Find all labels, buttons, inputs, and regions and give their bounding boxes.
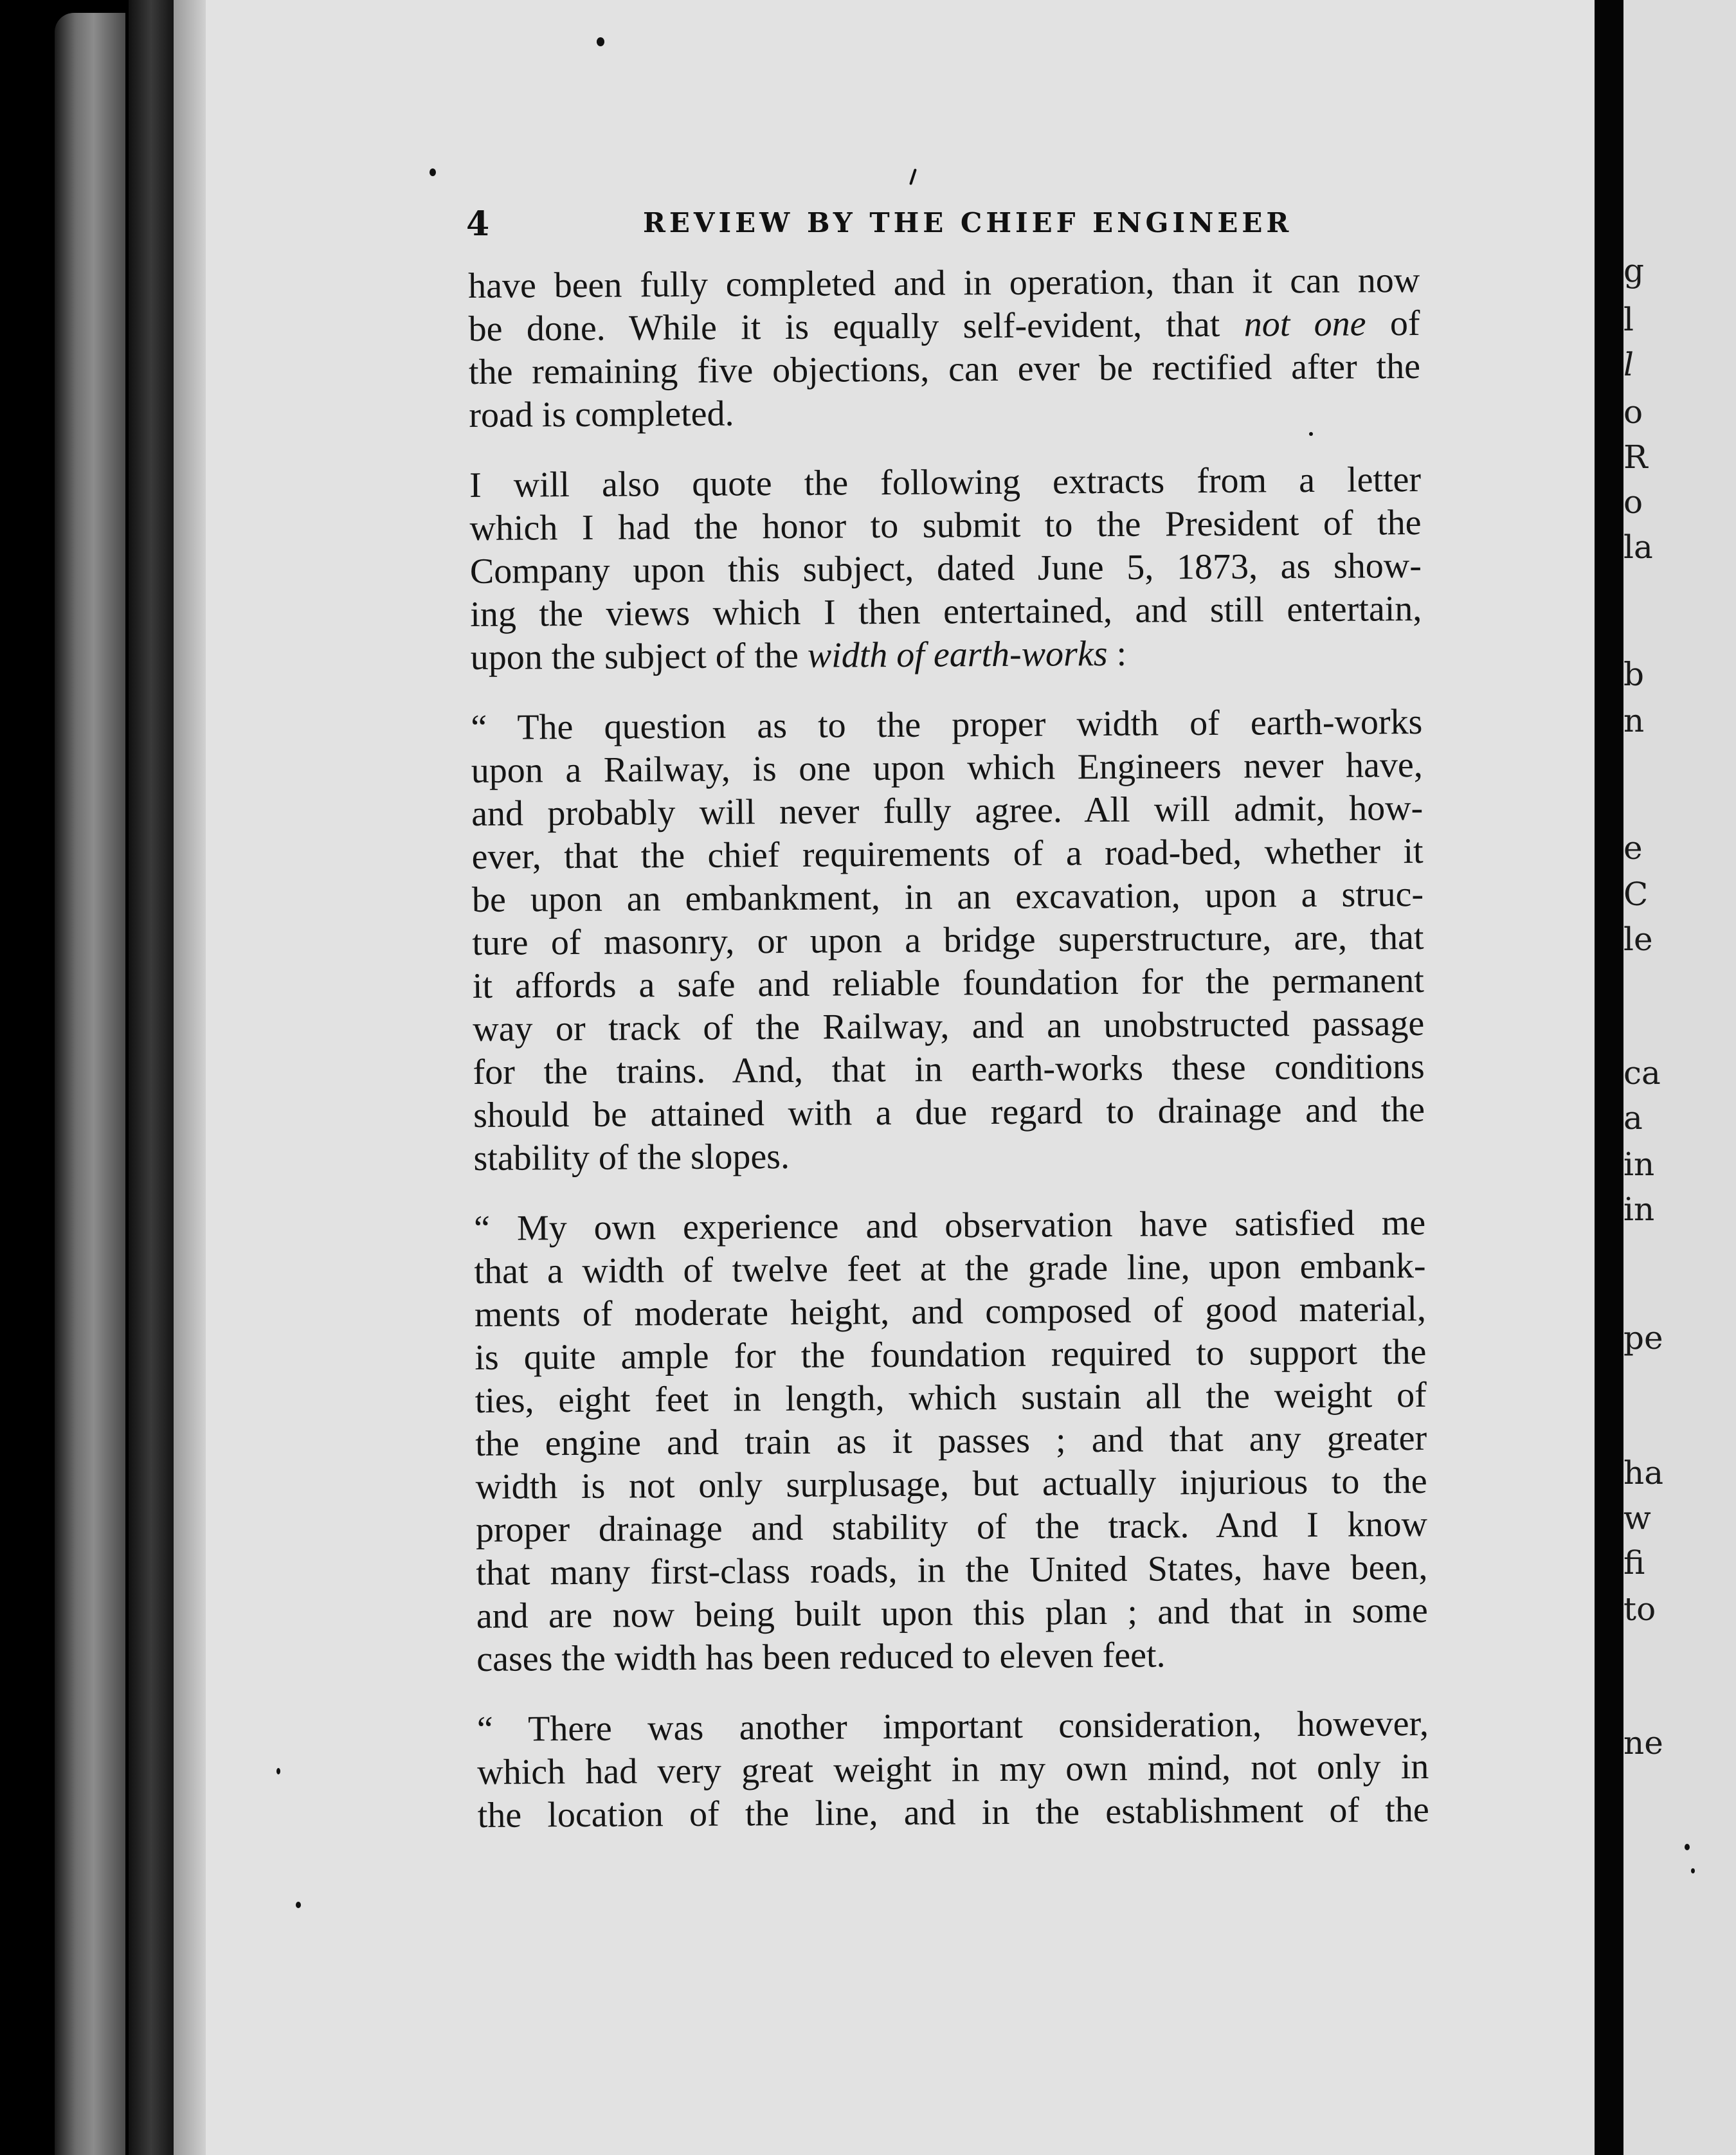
text-line: and probably will never fully agree. All will admit, how- [471, 788, 1424, 834]
text-line: road is completed. [469, 393, 734, 435]
text-line: it affords a safe and reliable foundation for the permanent [472, 960, 1425, 1006]
text-line: that many first-class roads, in the United States, have been, [476, 1547, 1428, 1593]
text-line: should be attained with a due regard to drainage and the [473, 1089, 1425, 1135]
facing-page-fragment: C [1623, 876, 1649, 913]
facing-page-fragment: l [1623, 346, 1634, 383]
running-header: REVIEW BY THE CHIEF ENGINEER [643, 207, 1293, 239]
facing-page-fragment: a [1623, 1099, 1643, 1137]
facing-page-fragment: o [1623, 483, 1643, 521]
text-line: the engine and train as it passes ; and that any greater [475, 1418, 1427, 1464]
facing-page-fragment: ca [1623, 1054, 1661, 1092]
text-line: I will also quote the following extracts from a letter [469, 459, 1422, 505]
text-line: for the trains. And, that in earth-works these conditions [473, 1046, 1425, 1092]
facing-page-fragment: in [1623, 1191, 1655, 1228]
text-line: is quite ample for the foundation required to support the [475, 1331, 1427, 1378]
facing-page-fragment: R [1623, 438, 1648, 476]
page-number: 4 [466, 204, 490, 244]
text-line: ture of masonry, or upon a bridge superstructure, are, that [472, 917, 1424, 963]
text-line: and are now being built upon this plan ; and that in some [476, 1590, 1429, 1636]
text-line: cases the width has been reduced to eleven feet. [476, 1635, 1166, 1679]
emphasis: width of earth-works [807, 633, 1108, 676]
scan-speck [1685, 1844, 1690, 1850]
facing-page-edge [1623, 0, 1736, 2155]
page-left-gutter [174, 0, 209, 2155]
page-right-gutter [1595, 0, 1627, 2155]
text-line: “ My own experience and observation have satisfied me [473, 1202, 1426, 1249]
text-line: ever, that the chief requirements of a road-bed, whether it [471, 831, 1424, 877]
facing-page-fragment: w [1623, 1499, 1651, 1537]
text-line: which I had the honor to submit to the President of the [469, 502, 1422, 548]
paragraph [477, 1702, 1429, 1837]
text-line: proper drainage and stability of the track. And I know [475, 1504, 1428, 1550]
text-line: “ The question as to the proper width of earth-works [471, 701, 1423, 748]
text-line: upon the subject of the width of earth-works : [470, 633, 1127, 678]
facing-page-fragment: o [1623, 393, 1643, 431]
facing-page-fragment: g [1623, 252, 1645, 289]
text-line: which had very great weight in my own mind, not only in [477, 1746, 1429, 1792]
text-line: that a width of twelve feet at the grade line, upon embank- [474, 1245, 1426, 1292]
text-line: Company upon this subject, dated June 5, 1873, as show- [469, 545, 1422, 591]
paragraph [471, 701, 1425, 1180]
facing-page-fragment: fi [1623, 1544, 1645, 1582]
facing-page-fragment: n [1623, 702, 1645, 739]
paragraph [468, 259, 1421, 437]
text-line: “ There was another important consideration, however, [476, 1703, 1429, 1749]
scan-speck [429, 168, 436, 176]
facing-page-fragment: b [1623, 656, 1645, 693]
facing-page-fragment: l [1623, 301, 1634, 338]
text-line: be upon an embankment, in an excavation, upon a struc- [471, 874, 1424, 920]
text-line: the remaining five objections, can ever be rectified after the [468, 346, 1421, 392]
emphasis: not one [1243, 303, 1366, 345]
scan-speck [1691, 1868, 1695, 1873]
text-line: the location of the line, and in the establishment of the [477, 1789, 1429, 1835]
text-line: ties, eight feet in length, which sustain all the weight of [475, 1375, 1427, 1421]
scan-speck [296, 1902, 301, 1908]
text-line: ing the views which I then entertained, and still entertain, [470, 588, 1422, 635]
facing-page-fragment: pe [1623, 1319, 1663, 1357]
facing-page-fragment: to [1623, 1591, 1656, 1628]
scan-speck [597, 37, 604, 46]
text-line: width is not only surplusage, but actually injurious to the [475, 1461, 1427, 1507]
facing-page-fragment: in [1623, 1146, 1655, 1183]
page-body [468, 259, 1429, 1837]
book-binding-shadow [129, 0, 174, 2155]
text-line: upon a Railway, is one upon which Engineers never have, [471, 744, 1423, 791]
text-line: way or track of the Railway, and an unobstructed passage [473, 1003, 1425, 1049]
text-line: ments of moderate height, and composed of good material, [474, 1288, 1427, 1335]
facing-page-fragment: la [1623, 528, 1653, 566]
text-line: have been fully completed and in operation, than it can now [468, 260, 1420, 306]
scan-speck [276, 1768, 280, 1774]
book-spine-edge [55, 13, 125, 2155]
paragraph [469, 458, 1422, 680]
text-line: be done. While it is equally self-evident, that not one of [468, 303, 1420, 349]
paragraph [474, 1202, 1428, 1681]
facing-page-fragment: e [1623, 829, 1643, 867]
text-line: stability of the slopes. [473, 1136, 790, 1178]
facing-page-fragment: le [1623, 921, 1653, 958]
facing-page-fragment: ha [1623, 1454, 1664, 1492]
facing-page-fragment: ne [1623, 1724, 1663, 1762]
